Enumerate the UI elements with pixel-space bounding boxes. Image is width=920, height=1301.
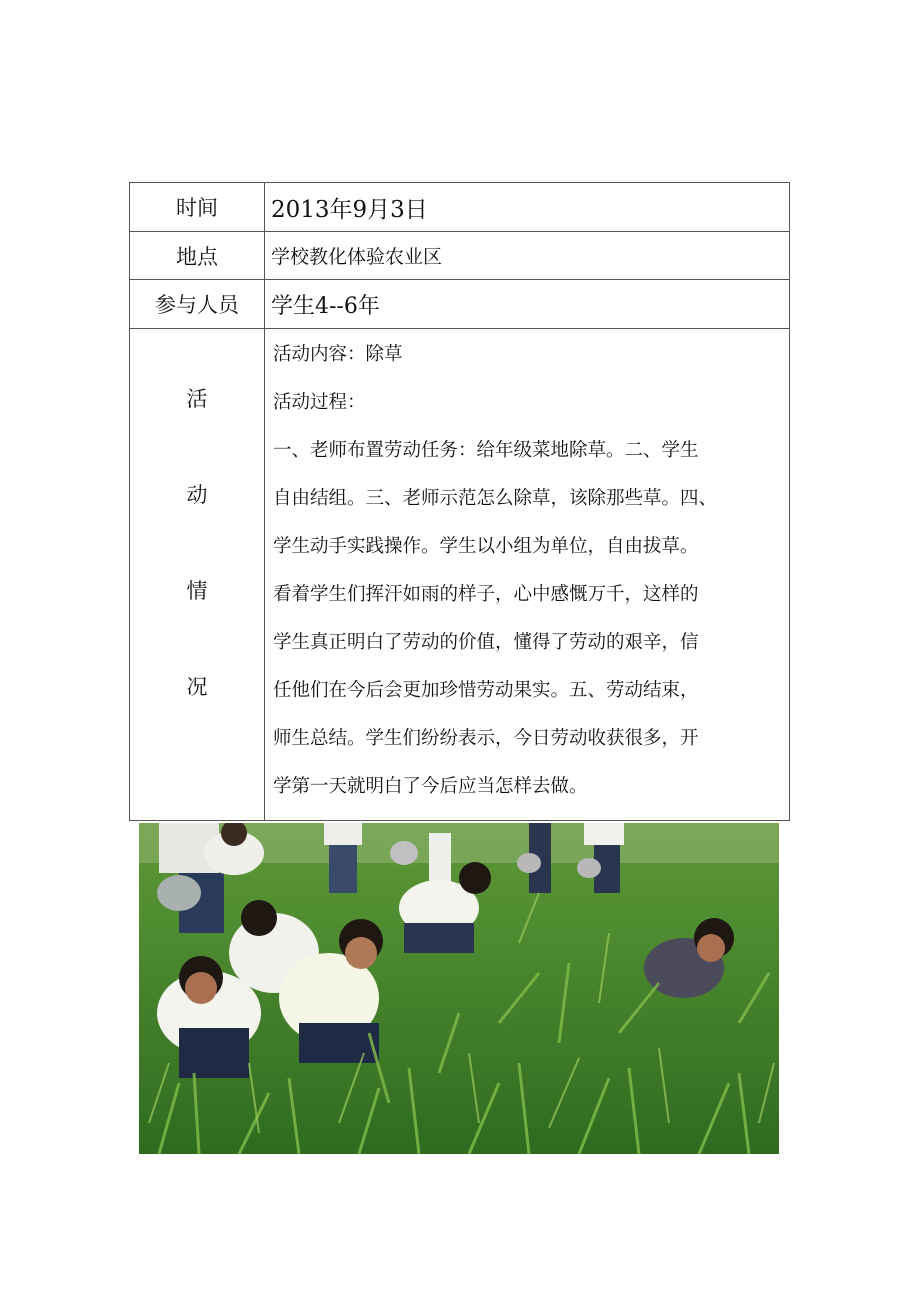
time-value: 2013年9月3日 <box>265 183 790 232</box>
activity-line: 活动内容：除草 <box>273 344 403 365</box>
activity-line: 一、老师布置劳动任务：给年级菜地除草。二、学生 <box>273 440 699 461</box>
people-row <box>130 280 790 329</box>
place-row <box>130 232 790 280</box>
time-label: 时间 <box>130 183 265 232</box>
time-row <box>130 183 790 232</box>
activity-vertical-label <box>130 329 264 820</box>
activity-label-char: 况 <box>186 675 208 699</box>
weeding-photo-illustration <box>139 823 779 1154</box>
people-value: 学生4--6年 <box>265 280 790 329</box>
activity-record-table <box>129 182 790 821</box>
weeding-photo <box>139 823 779 1154</box>
people-label: 参与人员 <box>130 280 265 329</box>
activity-label-char: 活 <box>186 387 208 411</box>
activity-label-char: 情 <box>186 579 208 603</box>
activity-label-char: 动 <box>186 483 208 507</box>
place-value: 学校教化体验农业区 <box>265 232 790 280</box>
place-label: 地点 <box>130 232 265 280</box>
activity-line: 看着学生们挥汗如雨的样子，心中感慨万千，这样的 <box>273 584 699 605</box>
activity-content <box>265 329 790 821</box>
activity-label <box>130 329 265 821</box>
activity-line: 学第一天就明白了今后应当怎样去做。 <box>273 776 588 797</box>
activity-line: 自由结组。三、老师示范怎么除草，该除那些草。四、 <box>273 488 718 509</box>
activity-line: 学生动手实践操作。学生以小组为单位，自由拔草。 <box>273 536 699 557</box>
activity-line: 活动过程： <box>273 392 366 413</box>
activity-line: 任他们在今后会更加珍惜劳动果实。五、劳动结束， <box>273 680 699 701</box>
activity-line: 学生真正明白了劳动的价值，懂得了劳动的艰辛，信 <box>273 632 699 653</box>
activity-text <box>271 329 789 811</box>
activity-line: 师生总结。学生们纷纷表示，今日劳动收获很多，开 <box>273 728 699 749</box>
activity-row <box>130 329 790 821</box>
